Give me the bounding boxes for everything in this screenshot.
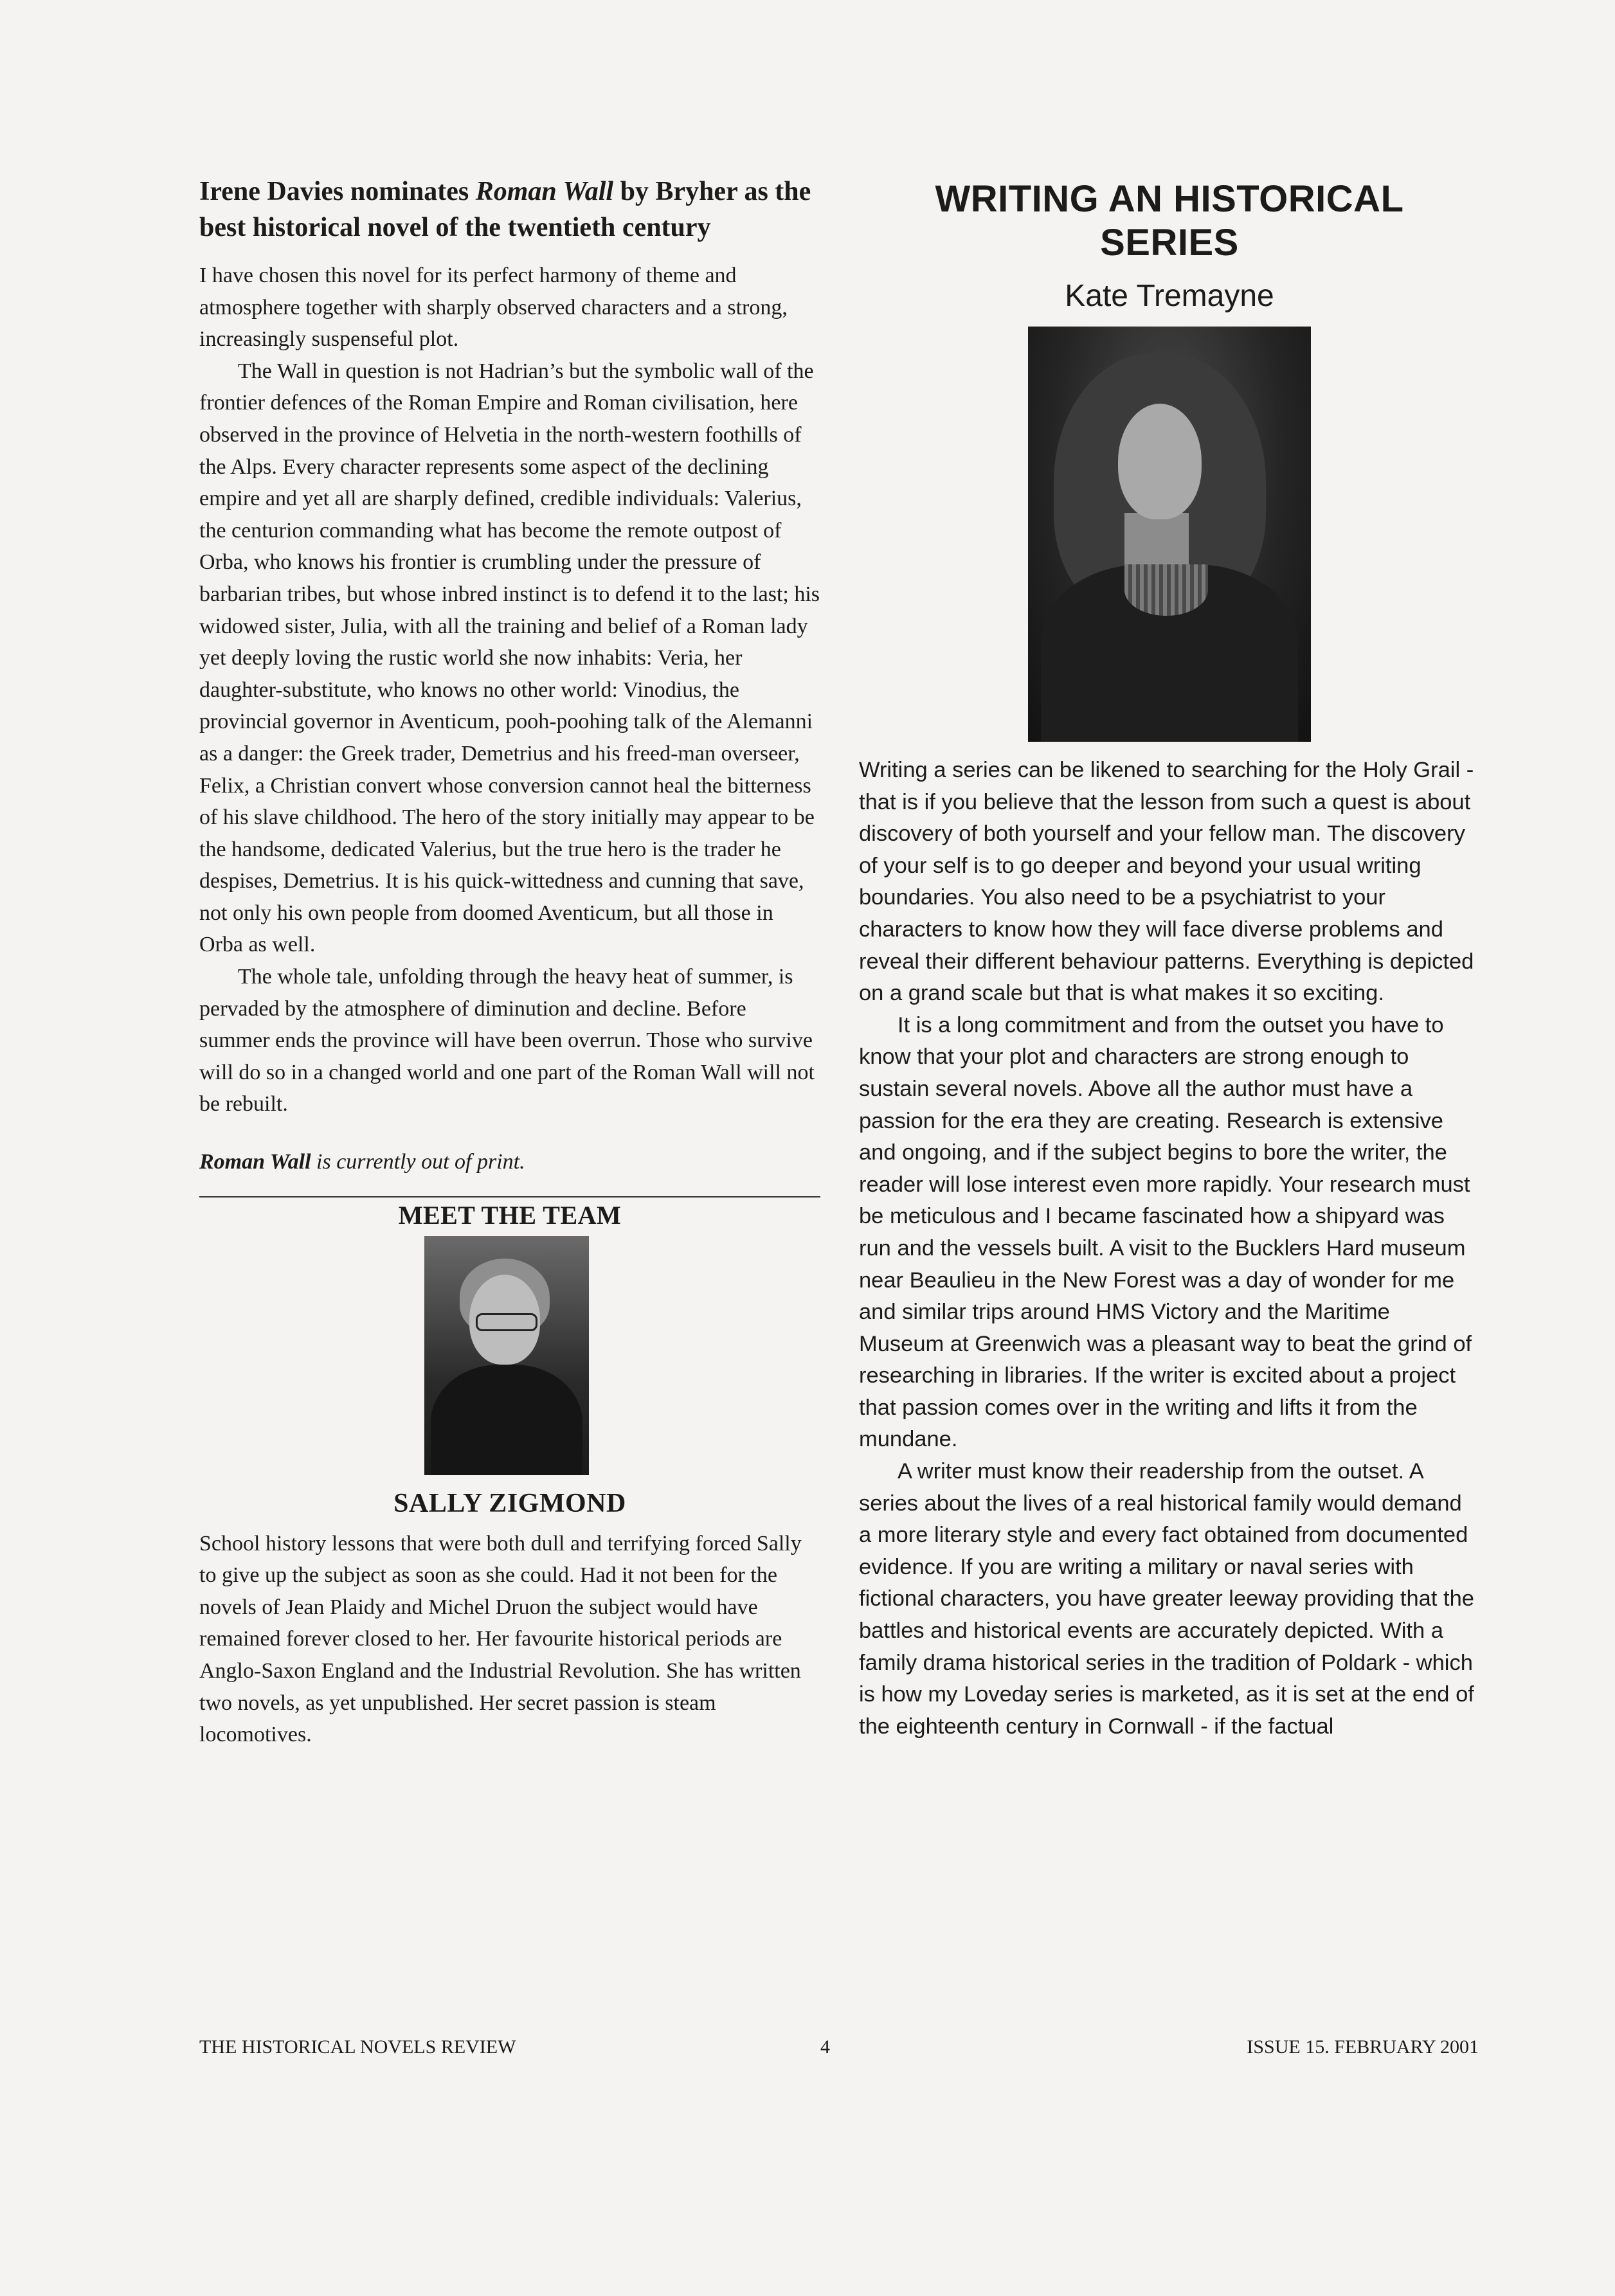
team-member-name: SALLY ZIGMOND <box>393 1488 626 1518</box>
nomination-paragraph-1: I have chosen this novel for its perfect harmony of theme and atmosphere together with sharply observed characters and a strong, increasingly suspenseful plot. <box>199 264 788 352</box>
article-paragraph-2: It is a long commitment and from the outset you have to know that your plot and characters are strong enough to sustain several novels. Above all the author must have a passion for the era they are creating. Research is extensive and ongoing, and if the subject begins to bore the writer, the reader will lose interest even more rapidly. Your research must be meticulous and I became fascinated how a shipyard was run and the vessels built. A visit to the Bucklers Hard museum near Beaulieu in the New Forest was a day of wonder for me and similar trips around HMS Victory and the Maritime Museum at Greenwich was a pleasant way to beat the grind of researching in libraries. If the writer is excited about a project that passion comes over in the writing and lifts it from the mundane. <box>859 1012 1472 1452</box>
author-photo-collar-shape <box>1124 564 1208 616</box>
section-divider <box>199 1196 820 1197</box>
author-photo-neck-shape <box>1124 513 1189 571</box>
article-title-line-1: WRITING AN HISTORICAL <box>935 178 1404 220</box>
nomination-paragraph-3: The whole tale, unfolding through the heavy heat of summer, is pervaded by the atmosphere of diminution and decline. Before summer ends the province will have been overrun. Those who survive will do so in a changed world and one part of the Roman Wall will not be rebuilt. <box>199 965 815 1117</box>
sally-zigmond-photo <box>424 1236 589 1475</box>
headline-post: by Bryher as the best historical novel of the twentieth century <box>199 177 811 242</box>
footer-publication: THE HISTORICAL NOVELS REVIEW <box>199 2036 516 2058</box>
footer-page-number: 4 <box>820 2036 830 2058</box>
article-paragraph-3: A writer must know their readership from the outset. A series about the lives of a real historical family would demand a more literary style and every fact obtained from documented evidence. If you are writing a military or naval series with fictional characters, you have greater leeway providing that the battles and historical events are accurately depicted. With a family drama historical series in the tradition of Poldark - which is how my Loveday series is marketed, as it is set at the end of the eighteenth century in Cornwall - if the factual <box>859 1459 1474 1739</box>
author-photo-face-shape <box>1118 404 1202 519</box>
photo-glasses-shape <box>476 1313 537 1331</box>
page-footer <box>199 2036 1479 2062</box>
headline-book-title: Roman Wall <box>475 177 614 206</box>
nomination-headline <box>199 174 820 246</box>
out-of-print-title: Roman Wall <box>199 1150 311 1174</box>
meet-the-team-heading: MEET THE TEAM <box>398 1200 622 1230</box>
article-title <box>859 177 1480 265</box>
article-title-line-2: SERIES <box>1100 222 1239 264</box>
team-member-bio: School history lessons that were both dull and terrifying forced Sally to give up the subject as soon as she could. Had it not been for the novels of Jean Plaidy and Michel Druon the subject would have remained forever closed to her. Her favourite historical periods are Anglo-Saxon England and the Industrial Revolution. She has written two novels, as yet unpublished. Her secret passion is steam locomotives. <box>199 1531 802 1747</box>
article-author: Kate Tremayne <box>1065 279 1274 313</box>
out-of-print-text: is currently out of print. <box>311 1150 525 1174</box>
kate-tremayne-photo <box>1028 327 1311 742</box>
out-of-print-note <box>199 1146 820 1178</box>
article-paragraph-1: Writing a series can be likened to searching for the Holy Grail - that is if you believe that the lesson from such a quest is about discovery of both yourself and your fellow man. The discovery of your self is to go deeper and beyond your usual writing boundaries. You also need to be a psychiatrist to your characters to know how they will face diverse problems and reveal their different behaviour patterns. Everything is depicted on a grand scale but that is what makes it so exciting. <box>859 758 1474 1006</box>
photo-body-shape <box>431 1365 582 1475</box>
headline-pre: Irene Davies nominates <box>199 177 476 206</box>
left-column <box>199 174 820 1751</box>
right-column <box>859 174 1480 1743</box>
nomination-paragraph-2: The Wall in question is not Hadrian’s but the symbolic wall of the frontier defences of the Roman Empire and Roman civilisation, here observed in the province of Helvetia in the north-western foothills of the Alps. Every character represents some aspect of the declining empire and yet all are sharply defined, credible individuals: Valerius, the centurion commanding what has become the remote outpost of Orba, who knows his frontier is crumbling under the pressure of barbarian tribes, but whose inbred instinct is to defend it to the last; his widowed sister, Julia, with all the training and belief of a Roman lady yet deeply loving the rustic world she now inhabits: Veria, her daughter-substitute, who knows no other world: Vinodius, the provincial governor in Aventicum, pooh-poohing talk of the Alemanni as a danger: the Greek trader, Demetrius and his freed-man overseer, Felix, a Christian convert whose conversion cannot heal the bitterness of his slave childhood. The hero of the story initially may appear to be the handsome, dedicated Valerius, but the true hero is the trader he despises, Demetrius. It is his quick-wittedness and cunning that save, not only his own people from doomed Aventicum, but all those in Orba as well. <box>199 359 820 957</box>
footer-issue: ISSUE 15. FEBRUARY 2001 <box>1247 2036 1479 2058</box>
